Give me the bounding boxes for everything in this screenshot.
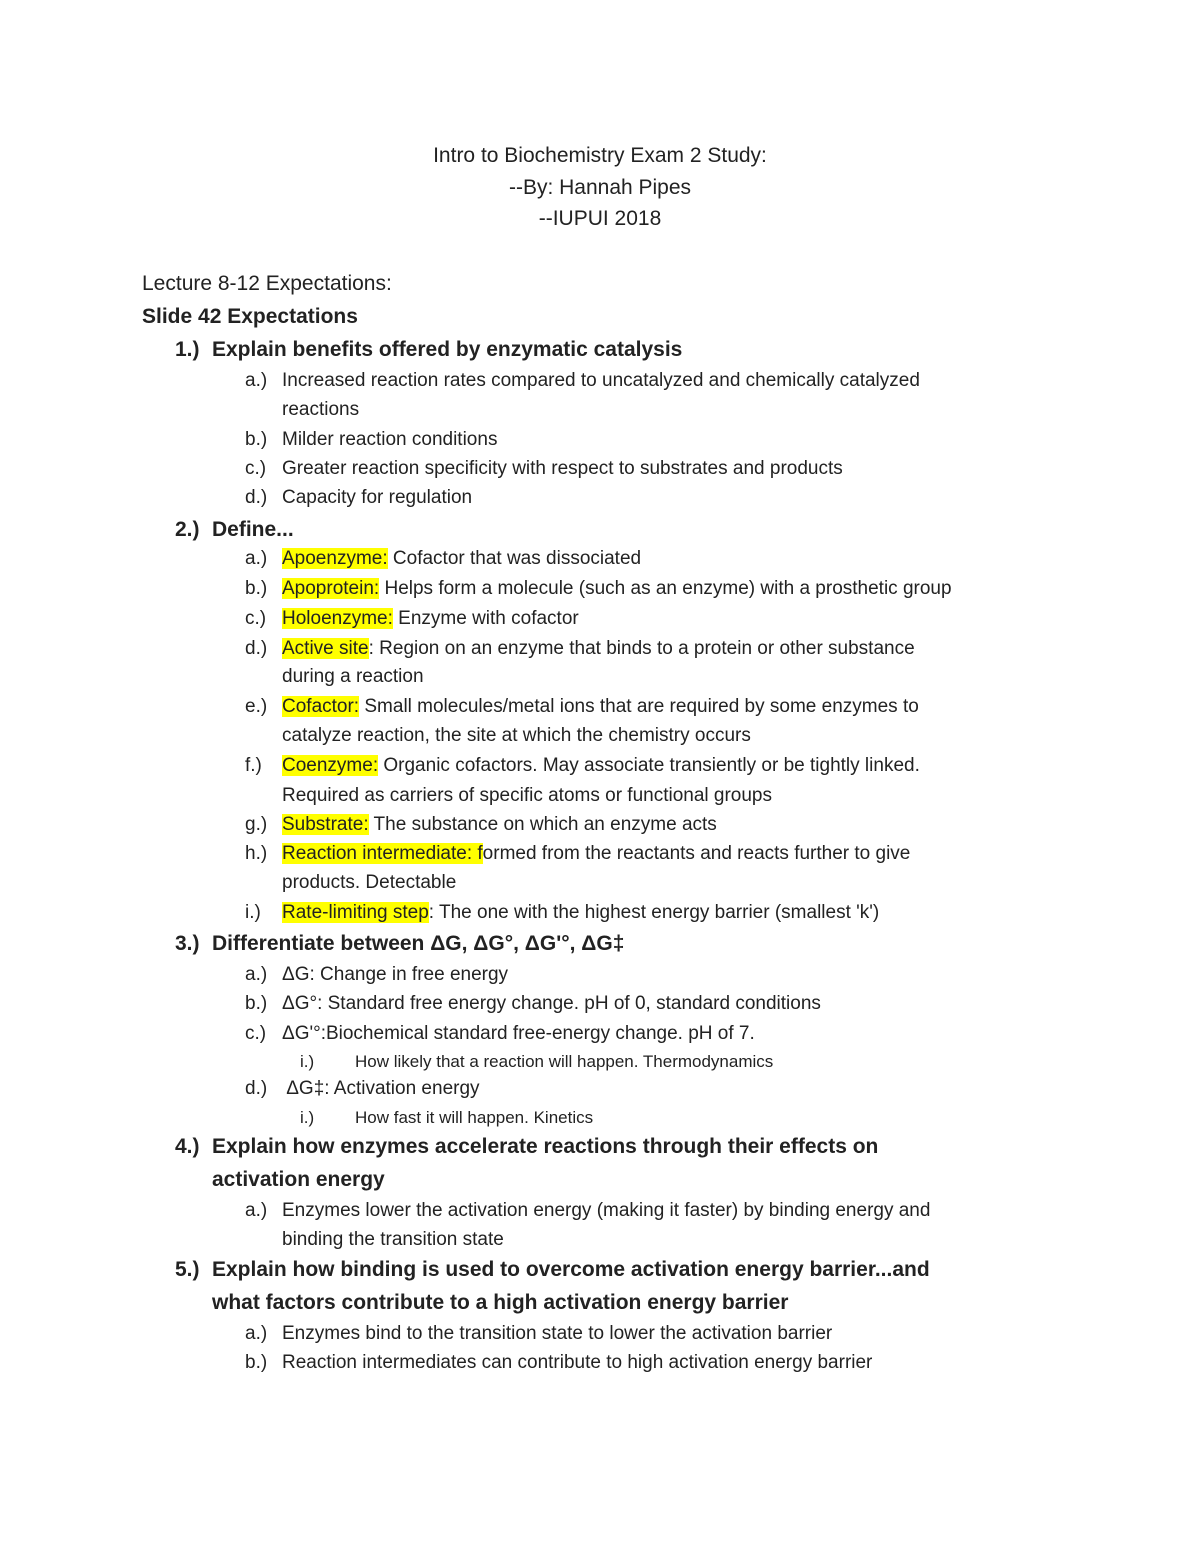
question-text: what factors contribute to a high activation energy barrier: [212, 1291, 789, 1314]
definition-body: ormed from the reactants and reacts further to give: [482, 843, 911, 864]
question-text: Explain how enzymes accelerate reactions through their effects on: [212, 1135, 879, 1158]
list-marker: i.): [245, 902, 261, 923]
definition-text: [282, 638, 915, 660]
definition-body: Organic cofactors. May associate transiently or be tightly linked.: [378, 755, 920, 776]
list-item-text: Greater reaction specificity with respect to substrates and products: [282, 458, 843, 479]
list-marker: b.): [245, 578, 268, 599]
list-item-text: Capacity for regulation: [282, 487, 473, 508]
document-author: --By: Hannah Pipes: [508, 176, 692, 199]
list-marker: b.): [245, 429, 268, 450]
list-item-text: reactions: [282, 399, 360, 420]
definition-body: during a reaction: [282, 666, 424, 687]
question-text: Explain how binding is used to overcome activation energy barrier...and: [212, 1258, 930, 1281]
definition-text: [282, 608, 579, 630]
list-marker: d.): [245, 638, 268, 659]
list-marker: a.): [245, 1323, 268, 1344]
list-item-text: ΔG°: Standard free energy change. pH of 0, standard conditions: [282, 993, 821, 1014]
list-marker: a.): [245, 548, 268, 569]
list-marker: a.): [245, 964, 268, 985]
highlighted-term: Holoenzyme:: [282, 608, 393, 629]
list-marker: c.): [245, 608, 267, 629]
sub-list-text: How fast it will happen. Kinetics: [355, 1108, 594, 1127]
question-number: 3.): [175, 932, 200, 955]
list-item-text: Enzymes bind to the transition state to lower the activation barrier: [282, 1323, 833, 1344]
list-marker: g.): [245, 814, 268, 835]
list-item-text: Enzymes lower the activation energy (making it faster) by binding energy and: [282, 1200, 931, 1221]
list-item-text: Increased reaction rates compared to uncatalyzed and chemically catalyzed: [282, 370, 920, 391]
list-item-text: ΔG‡: Activation energy: [282, 1078, 480, 1099]
definition-body: : Region on an enzyme that binds to a protein or other substance: [368, 638, 915, 659]
question-text: activation energy: [212, 1168, 385, 1191]
list-item-text: ΔG'°:Biochemical standard free-energy change. pH of 7.: [282, 1023, 755, 1044]
list-marker: b.): [245, 1352, 268, 1373]
highlighted-term: Rate-limiting step: [282, 902, 429, 923]
definition-body: Cofactor that was dissociated: [387, 548, 642, 569]
highlighted-term: Coenzyme:: [282, 755, 379, 776]
list-item-text: binding the transition state: [282, 1229, 504, 1250]
list-marker: a.): [245, 1200, 268, 1221]
list-marker: c.): [245, 1023, 267, 1044]
question-text: Explain benefits offered by enzymatic catalysis: [212, 338, 683, 361]
document-school: --IUPUI 2018: [538, 207, 662, 230]
definition-text: [282, 548, 641, 570]
list-item-text: Milder reaction conditions: [282, 429, 498, 450]
definition-text: [282, 814, 717, 836]
definition-body: catalyze reaction, the site at which the chemistry occurs: [282, 725, 751, 746]
list-marker: b.): [245, 993, 268, 1014]
list-marker: d.): [245, 1078, 268, 1099]
question-number: 1.): [175, 338, 200, 361]
lecture-heading: Lecture 8-12 Expectations:: [142, 272, 392, 295]
definition-body: Required as carriers of specific atoms or functional groups: [282, 785, 773, 806]
definition-body: Small molecules/metal ions that are required by some enzymes to: [359, 696, 919, 717]
sub-list-marker: i.): [300, 1108, 315, 1127]
list-item-text: ΔG: Change in free energy: [282, 964, 509, 985]
definition-text: [282, 755, 920, 777]
definition-text: [282, 696, 919, 718]
list-item-text: Reaction intermediates can contribute to high activation energy barrier: [282, 1352, 873, 1373]
definition-body: products. Detectable: [282, 872, 457, 893]
list-marker: d.): [245, 487, 268, 508]
question-number: 5.): [175, 1258, 200, 1281]
highlighted-term: Apoprotein:: [282, 578, 380, 599]
definition-body: : The one with the highest energy barrier (smallest 'k'): [428, 902, 880, 923]
definition-body: Enzyme with cofactor: [392, 608, 579, 629]
question-text: Define...: [212, 518, 294, 541]
definition-text: [282, 578, 952, 600]
question-text: Differentiate between ΔG, ΔG°, ΔG'°, ΔG‡: [212, 932, 625, 955]
sub-list-marker: i.): [300, 1052, 315, 1071]
highlighted-term: Apoenzyme:: [282, 548, 388, 569]
highlighted-term: Substrate:: [282, 814, 369, 835]
document-title: Intro to Biochemistry Exam 2 Study:: [433, 144, 767, 167]
highlighted-term: Reaction intermediate: f: [282, 843, 483, 864]
definition-body: The substance on which an enzyme acts: [368, 814, 717, 835]
list-marker: h.): [245, 843, 268, 864]
question-number: 2.): [175, 518, 200, 541]
definition-text: [282, 902, 879, 924]
definition-body: Helps form a molecule (such as an enzyme) with a prosthetic group: [379, 578, 952, 599]
list-marker: c.): [245, 458, 267, 479]
list-marker: e.): [245, 696, 268, 717]
list-marker: f.): [245, 755, 262, 776]
list-marker: a.): [245, 370, 268, 391]
sub-list-text: How likely that a reaction will happen. Thermodynamics: [355, 1052, 774, 1071]
definition-text: [282, 843, 910, 865]
highlighted-term: Active site: [282, 638, 369, 659]
highlighted-term: Cofactor:: [282, 696, 360, 717]
question-number: 4.): [175, 1135, 200, 1158]
slide-heading: Slide 42 Expectations: [142, 305, 358, 328]
